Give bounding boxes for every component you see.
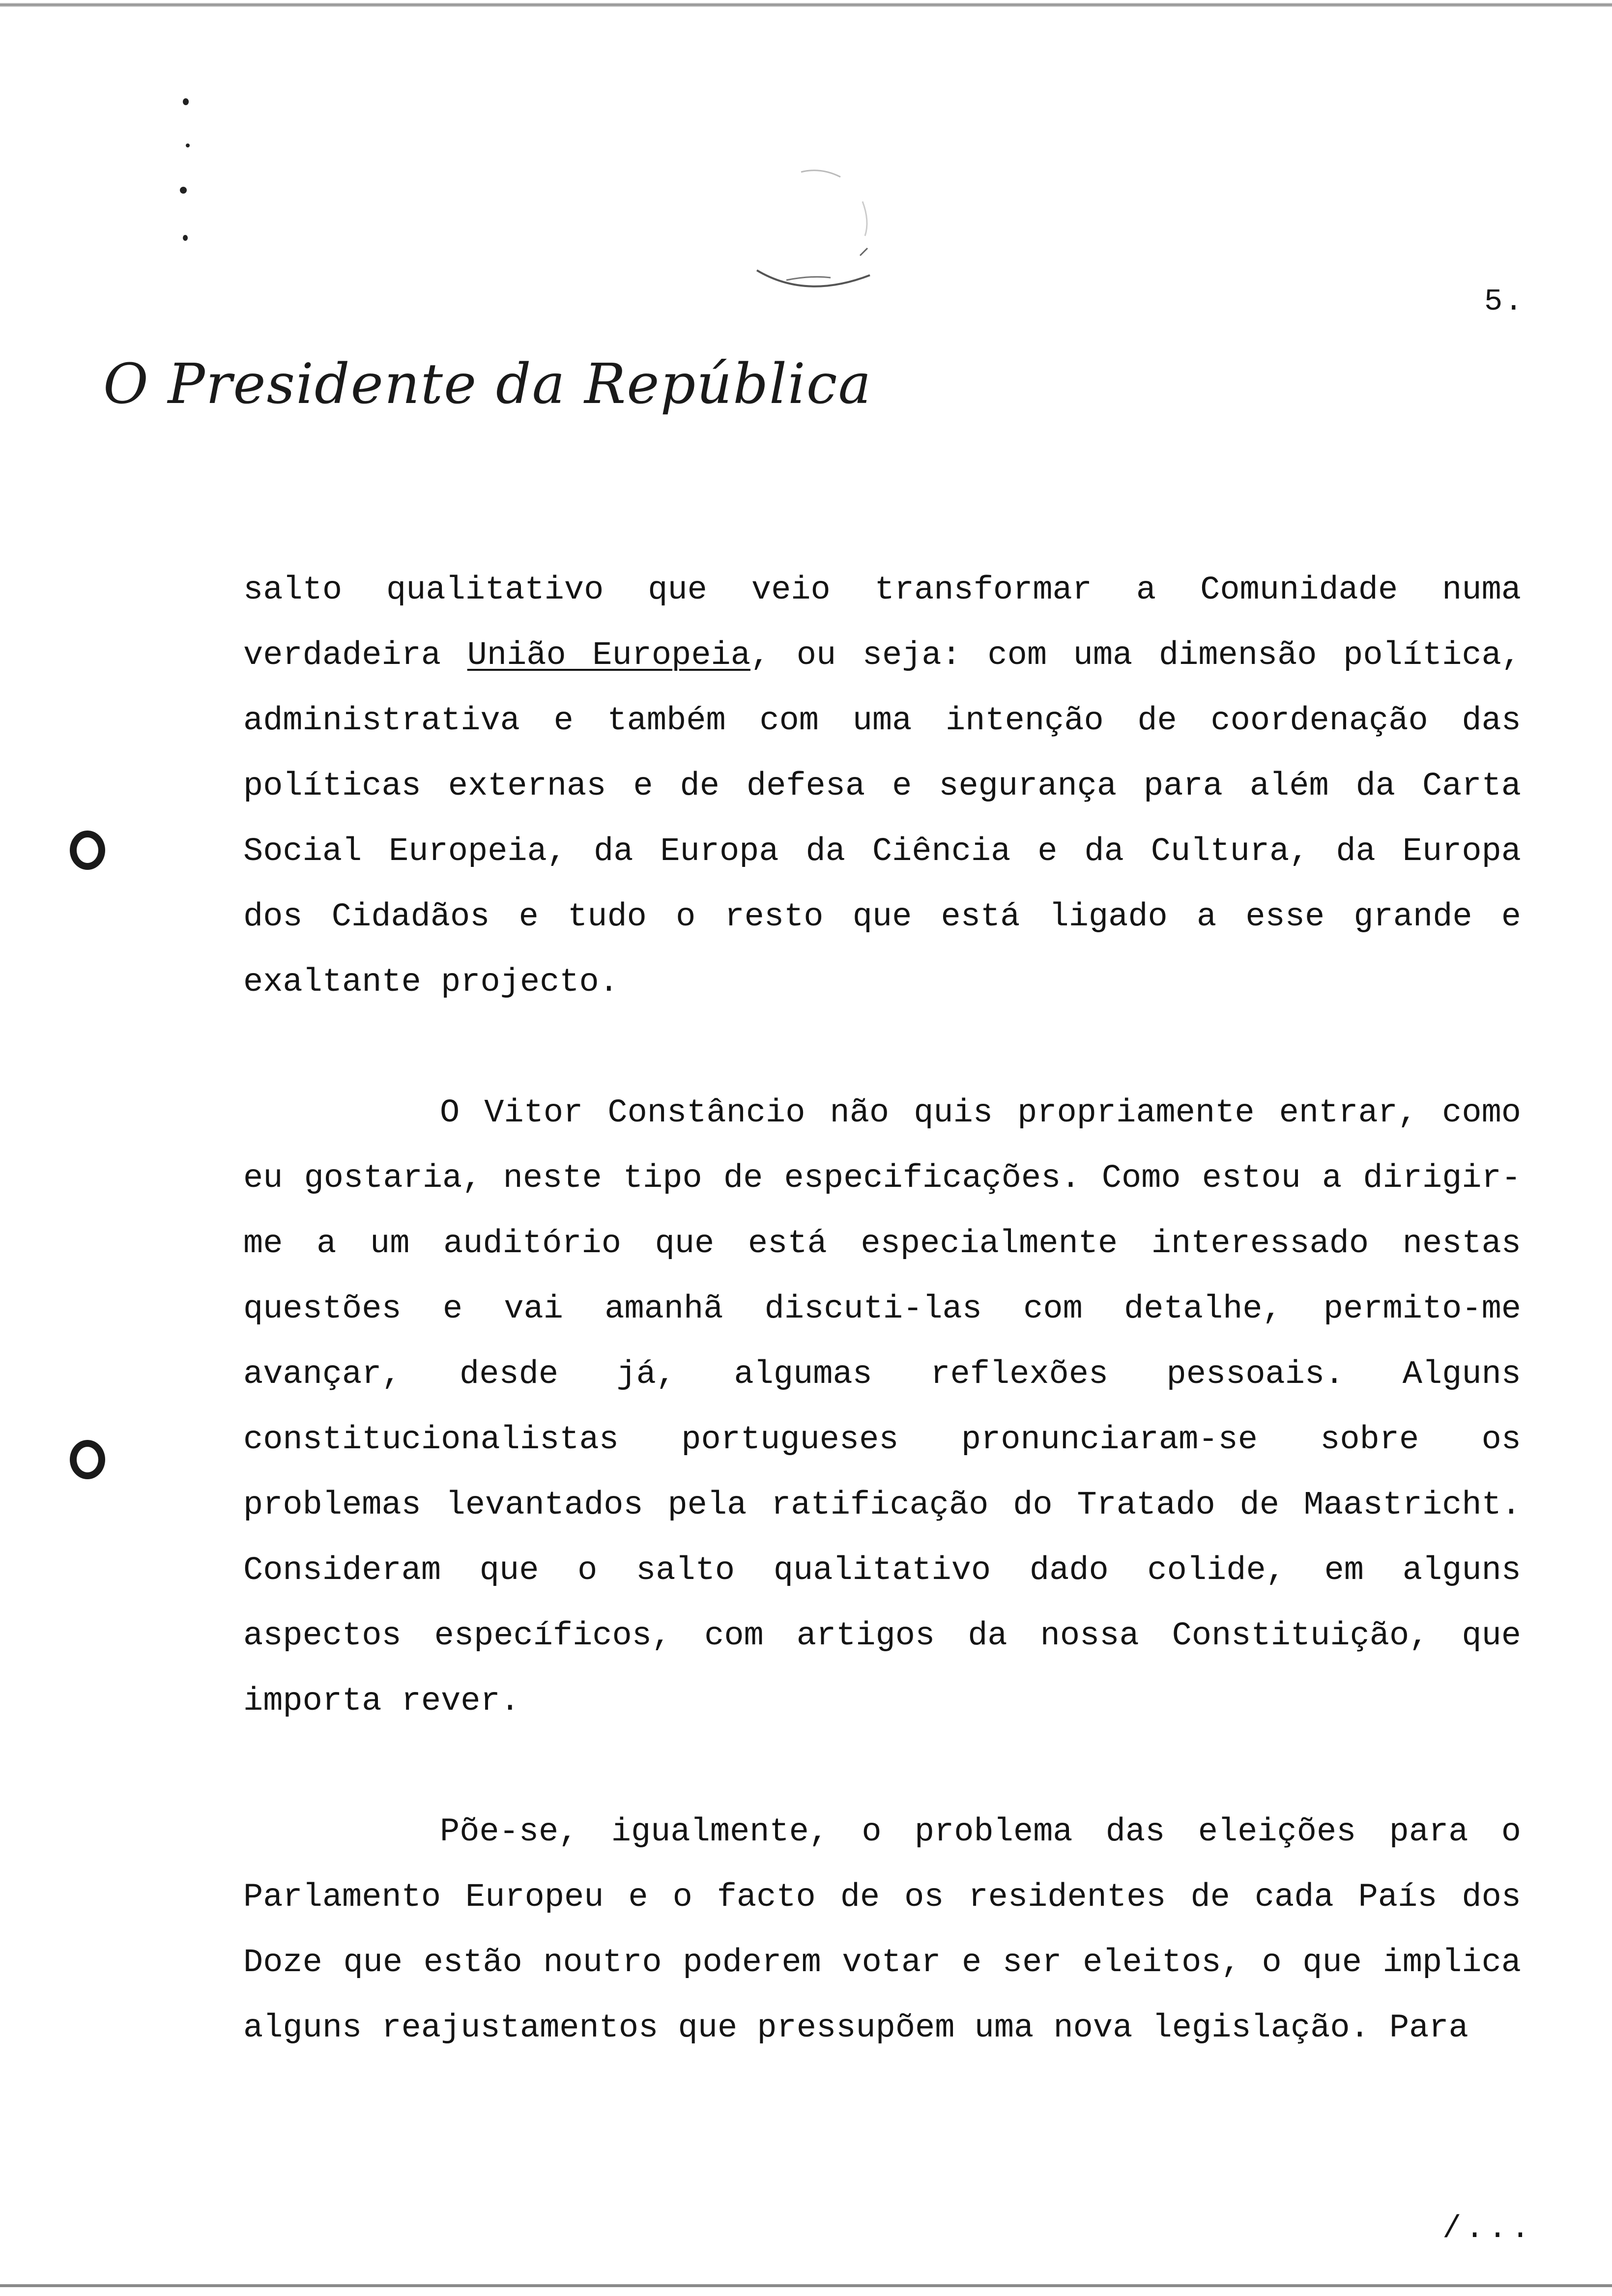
page-number: 5. — [1484, 284, 1525, 319]
top-scan-rule — [0, 3, 1612, 7]
margin-mark — [183, 235, 188, 241]
paragraph-2: O Vitor Constâncio não quis propriamente entrar, como eu gostaria, neste tipo de especificações. Como estou a dirigir-me a um auditório que está especialmente interessado nestas questões e vai amanhã discuti-las com detalhe, permito-me avançar, desde já, algumas reflexões pessoais. Alguns constitucionalistas portugueses pronunciaram-se sobre os problemas levantados pela ratificação do Tratado de Maastricht. Consideram que o salto qualitativo dado colide, em alguns aspectos específicos, com artigos da nossa Constituição, que importa rever. — [243, 1094, 1521, 1720]
continuation-mark: /... — [1442, 2211, 1534, 2247]
punch-hole-upper — [70, 831, 105, 870]
paragraph-1: salto qualitativo que veio transformar a Comunidade numa verdadeira União Europeia, ou seja: com uma dimensão política, administrativa e também com uma intenção de coordenação das políticas externas e de defesa e segurança para além da Carta Social Europeia, da Europa da Ciência e da Cultura, da Europa dos Cidadãos e tudo o resto que está ligado a esse grande e exaltante projecto. — [243, 572, 1521, 1001]
paragraph-3: Põe-se, igualmente, o problema das eleições para o Parlamento Europeu e o facto de os residentes de cada País dos Doze que estão noutro poderem votar e ser eleitos, o que implica alguns reajustamentos que pressupõem uma nova legislação. Para — [243, 1813, 1521, 2047]
punch-hole-lower — [70, 1440, 105, 1479]
margin-mark — [180, 187, 187, 194]
margin-mark — [183, 98, 189, 105]
faint-seal-impression — [747, 157, 875, 315]
svg-text:O Presidente da República: O Presidente da República — [103, 352, 872, 416]
bottom-scan-rule — [0, 2284, 1612, 2287]
letterhead-script — [103, 344, 872, 437]
letter-body — [243, 558, 1521, 2061]
underlined-term: União Europeia — [467, 637, 750, 674]
margin-mark — [186, 144, 190, 147]
